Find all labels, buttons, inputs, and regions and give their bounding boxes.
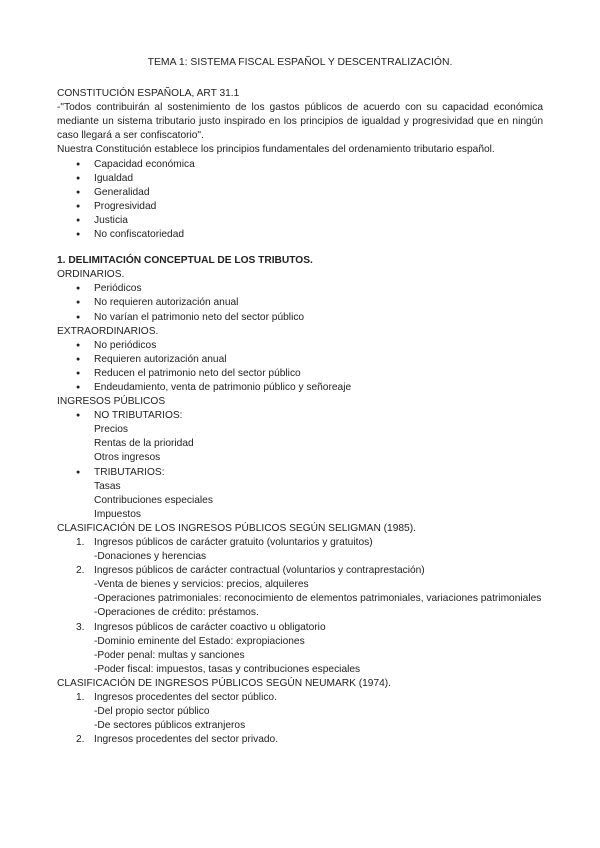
list-item bbox=[57, 621, 543, 677]
item-text: Ingresos procedentes del sector público. bbox=[94, 692, 277, 704]
sub-item: -Venta de bienes y servicios: precios, alquileres bbox=[94, 579, 309, 591]
sub-item: -Poder fiscal: impuestos, tasas y contribuciones especiales bbox=[94, 663, 361, 675]
ingresos-label: INGRESOS PÚBLICOS bbox=[57, 396, 166, 408]
ordinarios-label: ORDINARIOS. bbox=[57, 269, 125, 281]
item-text: Ingresos públicos de carácter contractual (voluntarios y contraprestación) bbox=[94, 565, 425, 577]
seligman-list bbox=[57, 536, 543, 677]
document-page bbox=[57, 56, 543, 747]
list-item: ● Progresividad bbox=[57, 200, 543, 214]
tributarios-label: ● TRIBUTARIOS: bbox=[94, 466, 165, 478]
list-item: ● No periódicos bbox=[57, 339, 543, 353]
principles-list bbox=[57, 158, 543, 243]
constitution-quote: -"Todos contribuirán al sostenimiento de los gastos públicos de acuerdo con su capacidad económica mediante un sistema tributario justo inspirado en los principios de igualdad y progresividad que en ningún caso llegará a ser confiscatorio". bbox=[57, 102, 543, 142]
list-item: ● Generalidad bbox=[57, 186, 543, 200]
list-item: ● Endeudamiento, venta de patrimonio público y señoreaje bbox=[57, 381, 543, 395]
item-number: 3. bbox=[76, 621, 85, 633]
list-item bbox=[57, 466, 543, 522]
item-text: Ingresos públicos de carácter coactivo u obligatorio bbox=[94, 621, 326, 633]
list-item: ● Igualdad bbox=[57, 172, 543, 186]
constitution-heading: CONSTITUCIÓN ESPAÑOLA, ART 31.1 bbox=[57, 88, 240, 100]
list-item bbox=[57, 733, 543, 747]
list-item: ● Capacidad económica bbox=[57, 158, 543, 172]
list-item: ● No varían el patrimonio neto del sector público bbox=[57, 311, 543, 325]
sub-item: Precios bbox=[94, 424, 128, 436]
neumark-list bbox=[57, 691, 543, 747]
list-item: ● No confiscatoriedad bbox=[57, 228, 543, 242]
list-item bbox=[57, 564, 543, 620]
section-heading: 1. DELIMITACIÓN CONCEPTUAL DE LOS TRIBUTOS. bbox=[57, 255, 313, 267]
sub-item: Rentas de la prioridad bbox=[94, 438, 194, 450]
sub-item: -Poder penal: multas y sanciones bbox=[94, 649, 245, 661]
item-text: Ingresos públicos de carácter gratuito (voluntarios y gratuitos) bbox=[94, 537, 373, 548]
item-number: 1. bbox=[76, 537, 85, 548]
sub-item: -De sectores públicos extranjeros bbox=[94, 720, 246, 732]
extraordinarios-label: EXTRAORDINARIOS. bbox=[57, 325, 159, 337]
seligman-label: CLASIFICACIÓN DE LOS INGRESOS PÚBLICOS SEGÚN SELIGMAN (1985). bbox=[57, 522, 416, 534]
sub-item: Otros ingresos bbox=[94, 452, 161, 464]
list-item: ● Requieren autorización anual bbox=[57, 353, 543, 367]
list-item bbox=[57, 409, 543, 465]
sub-item: -Dominio eminente del Estado: expropiaciones bbox=[94, 635, 305, 647]
sub-item: -Del propio sector público bbox=[94, 706, 210, 718]
neumark-label: CLASIFICACIÓN DE INGRESOS PÚBLICOS SEGÚN NEUMARK (1974). bbox=[57, 677, 391, 689]
constitution-intro: Nuestra Constitución establece los principios fundamentales del ordenamiento tributario español. bbox=[57, 144, 495, 156]
sub-item: Contribuciones especiales bbox=[94, 494, 213, 506]
list-item: ● Reducen el patrimonio neto del sector público bbox=[57, 367, 543, 381]
ordinarios-list bbox=[57, 282, 543, 324]
sub-item: -Operaciones patrimoniales: reconocimiento de elementos patrimoniales, variaciones patrimoniales bbox=[94, 593, 542, 605]
sub-item: Tasas bbox=[94, 480, 121, 492]
list-item: ● No requieren autorización anual bbox=[57, 296, 543, 310]
item-number: 2. bbox=[76, 565, 85, 577]
list-item bbox=[57, 691, 543, 733]
list-item bbox=[57, 536, 543, 564]
page-title: TEMA 1: SISTEMA FISCAL ESPAÑOL Y DESCENTRALIZACIÓN. bbox=[147, 57, 453, 68]
sub-item: -Operaciones de crédito: préstamos. bbox=[94, 607, 259, 619]
ingresos-list bbox=[57, 409, 543, 522]
item-number: 1. bbox=[76, 692, 85, 704]
no-tributarios-label: ● NO TRIBUTARIOS: bbox=[94, 410, 183, 422]
item-text: Ingresos procedentes del sector privado. bbox=[94, 734, 279, 746]
item-number: 2. bbox=[76, 734, 85, 746]
list-item: ● Justicia bbox=[57, 214, 543, 228]
sub-item: Impuestos bbox=[94, 508, 141, 520]
extraordinarios-list bbox=[57, 339, 543, 395]
sub-item: -Donaciones y herencias bbox=[94, 551, 207, 563]
list-item: ● Periódicos bbox=[57, 282, 543, 296]
